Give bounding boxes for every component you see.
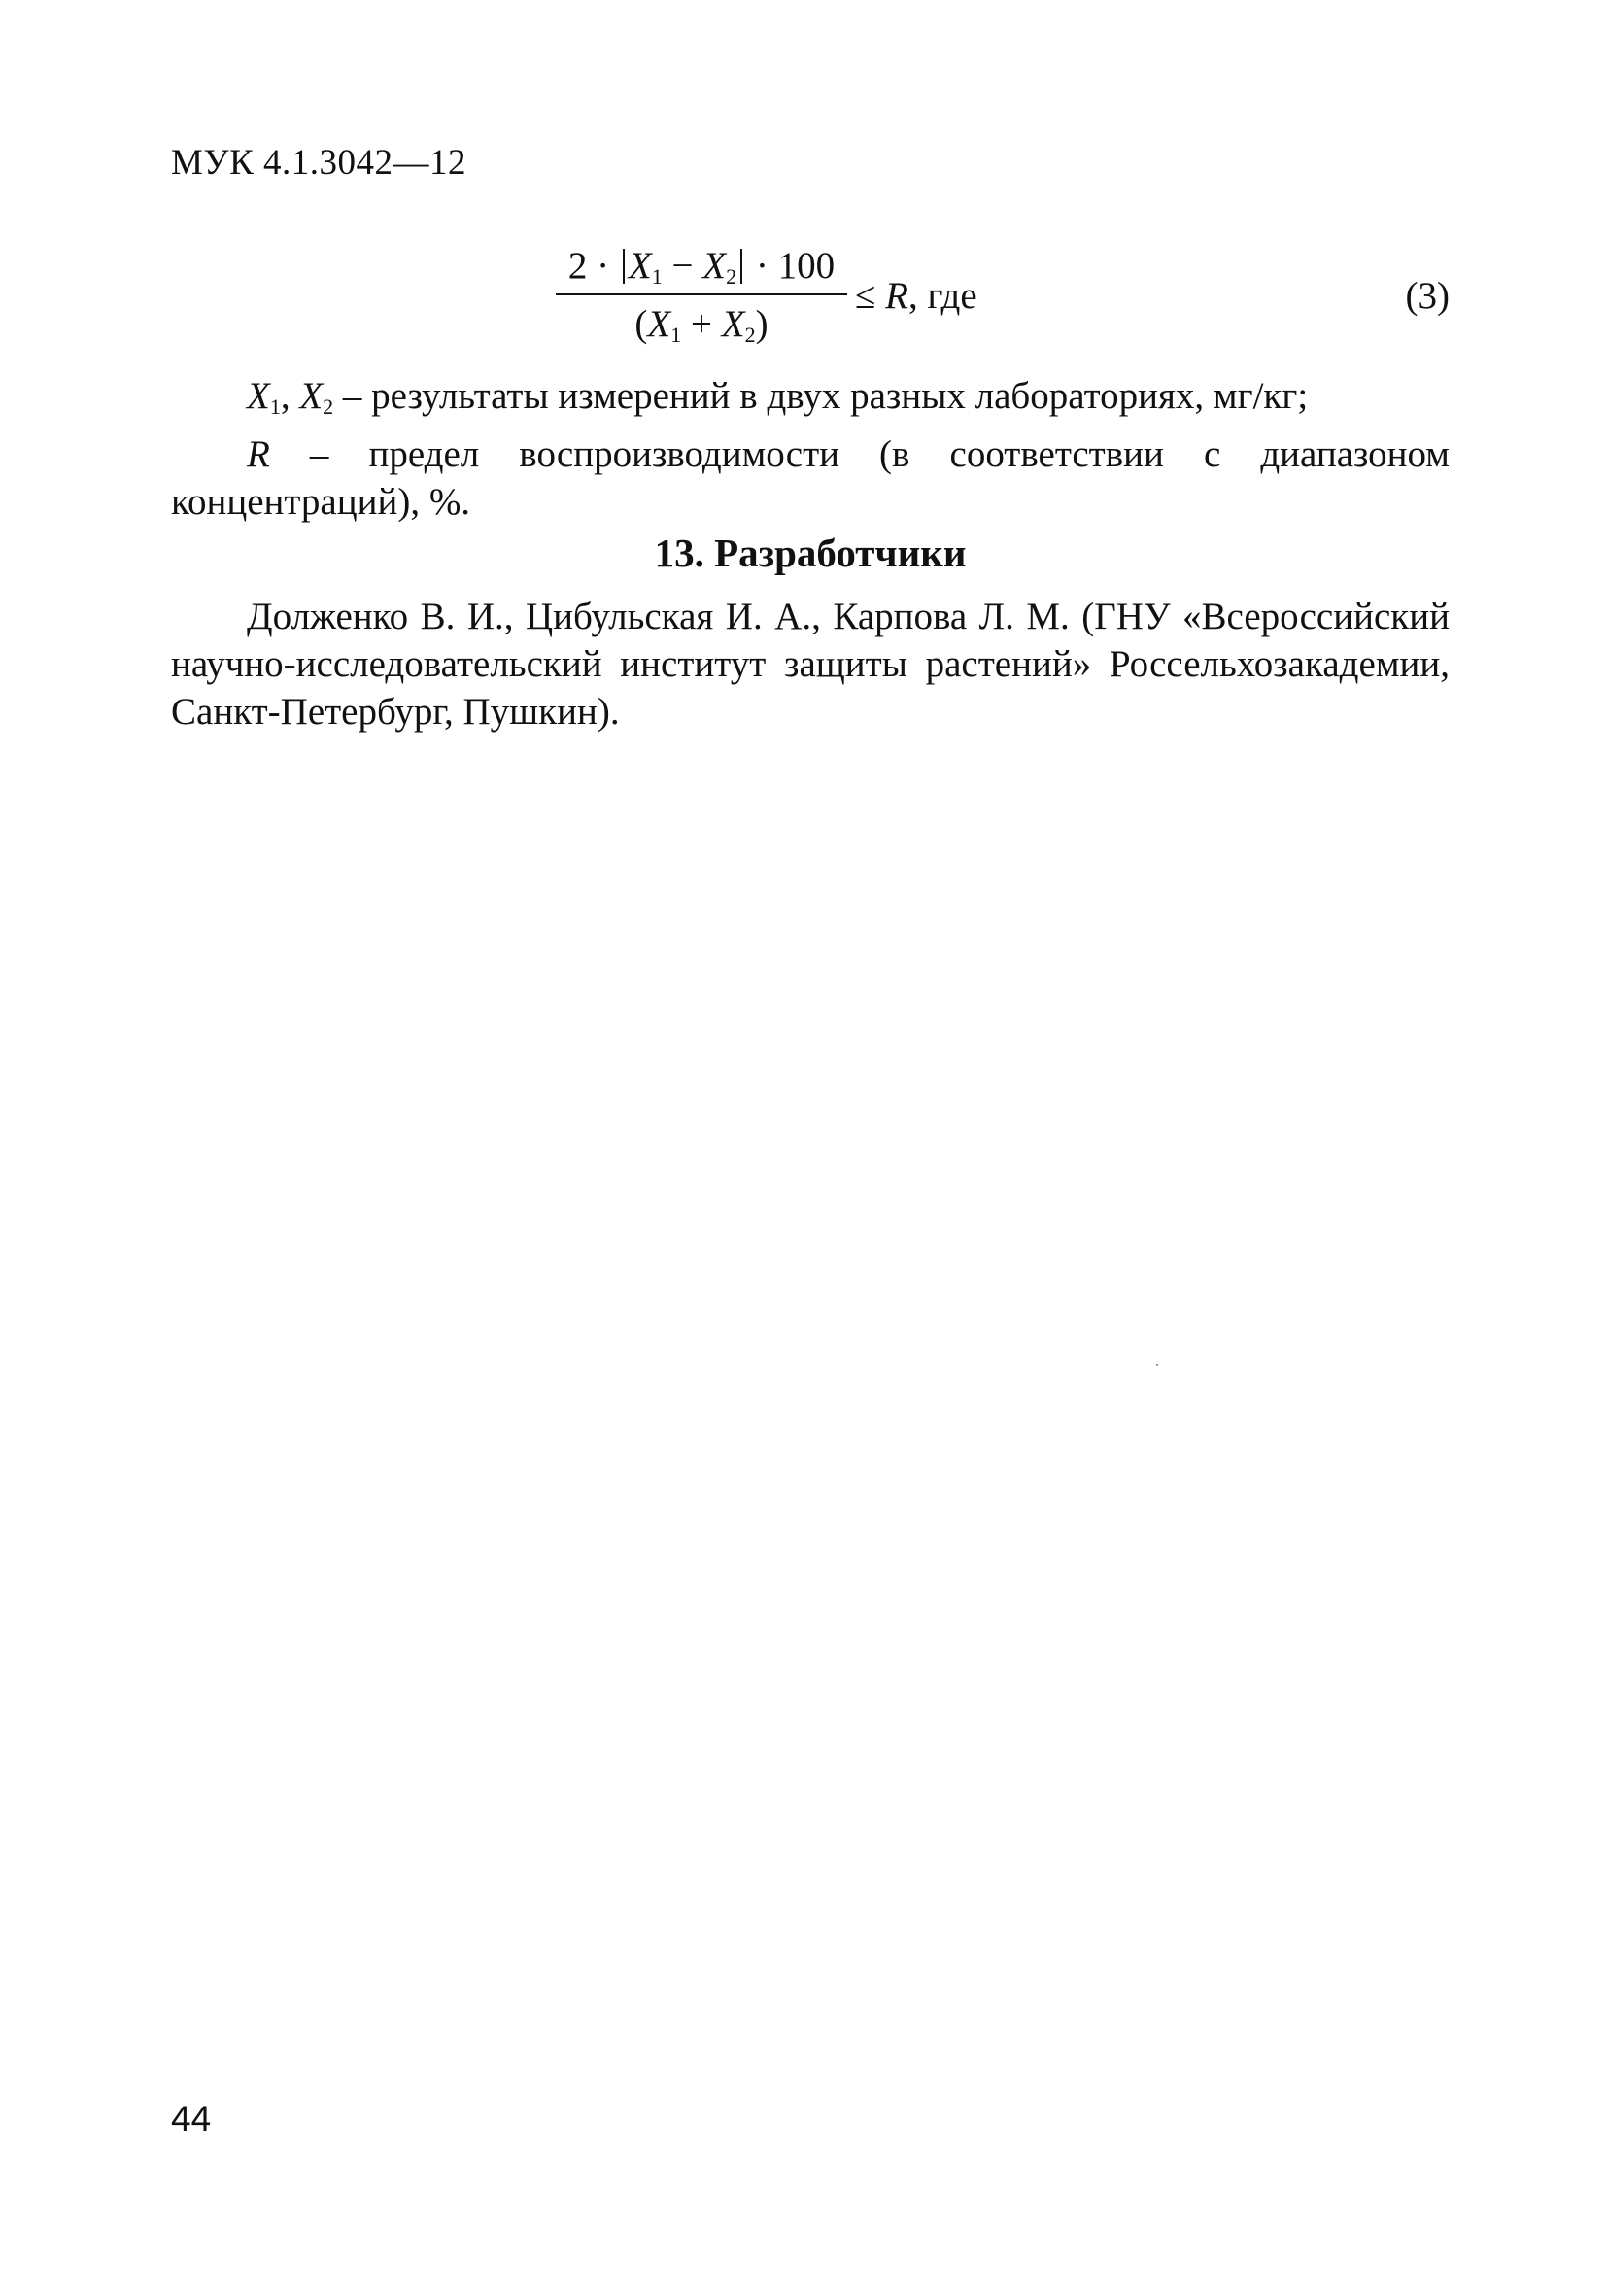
developers-section (171, 593, 1450, 736)
relation-sign: ≤ (855, 275, 876, 317)
numerator-x1-subscript: 1 (651, 264, 663, 289)
formula-number: (3) (1405, 275, 1450, 317)
fraction-numerator (556, 243, 847, 290)
variable-definitions (171, 372, 1450, 526)
denominator-x2: X (721, 303, 745, 345)
document-code-header: МУК 4.1.3042—12 (171, 143, 467, 183)
section-heading: 13. Разработчики (654, 531, 967, 575)
formula-block (556, 243, 1450, 364)
numerator-minus: − (671, 245, 694, 287)
rhs-word: , где (907, 275, 977, 317)
page-number: 44 (171, 2099, 212, 2139)
def-x-text: – результаты измерений в двух разных лабораториях, мг/кг; (333, 375, 1309, 417)
numerator-x2-subscript: 2 (726, 264, 737, 289)
denominator-plus: + (691, 303, 712, 345)
definition-x (171, 372, 1450, 430)
numerator-x1: X (628, 245, 652, 287)
scan-speck (1156, 1364, 1158, 1366)
numerator-suffix: · 100 (755, 245, 836, 287)
denominator-x1-subscript: 1 (670, 323, 682, 347)
def-comma: , (280, 375, 300, 417)
def-var-x2: X (299, 375, 324, 417)
formula-right-side (855, 274, 977, 318)
def-var-x2-subscript: 2 (323, 394, 334, 419)
abs-bar-left (623, 249, 625, 284)
numerator-x2: X (702, 245, 727, 287)
def-var-x1: X (247, 375, 270, 417)
denominator-open-paren: ( (634, 303, 648, 345)
def-var-x1-subscript: 1 (269, 394, 281, 419)
formula-fraction (556, 243, 847, 348)
developers-paragraph: Долженко В. И., Цибульская И. А., Карпова Л. М. (ГНУ «Всероссийский научно-исследовательский институт защиты растений» Россельхозакадемии, Санкт-Петербург, Пушкин). (171, 596, 1450, 733)
fraction-bar (556, 293, 847, 295)
abs-bar-right (740, 249, 742, 284)
denominator-x2-subscript: 2 (744, 323, 756, 347)
fraction-denominator (556, 301, 847, 348)
numerator-prefix: 2 · (567, 245, 610, 287)
rhs-variable: R (885, 275, 908, 317)
definition-r (171, 430, 1450, 526)
def-r-text: – предел воспроизводимости (в соответствии с диапазоном концентраций), %. (171, 433, 1450, 523)
denominator-x1: X (647, 303, 671, 345)
def-var-r: R (247, 433, 270, 475)
denominator-close-paren: ) (755, 303, 769, 345)
